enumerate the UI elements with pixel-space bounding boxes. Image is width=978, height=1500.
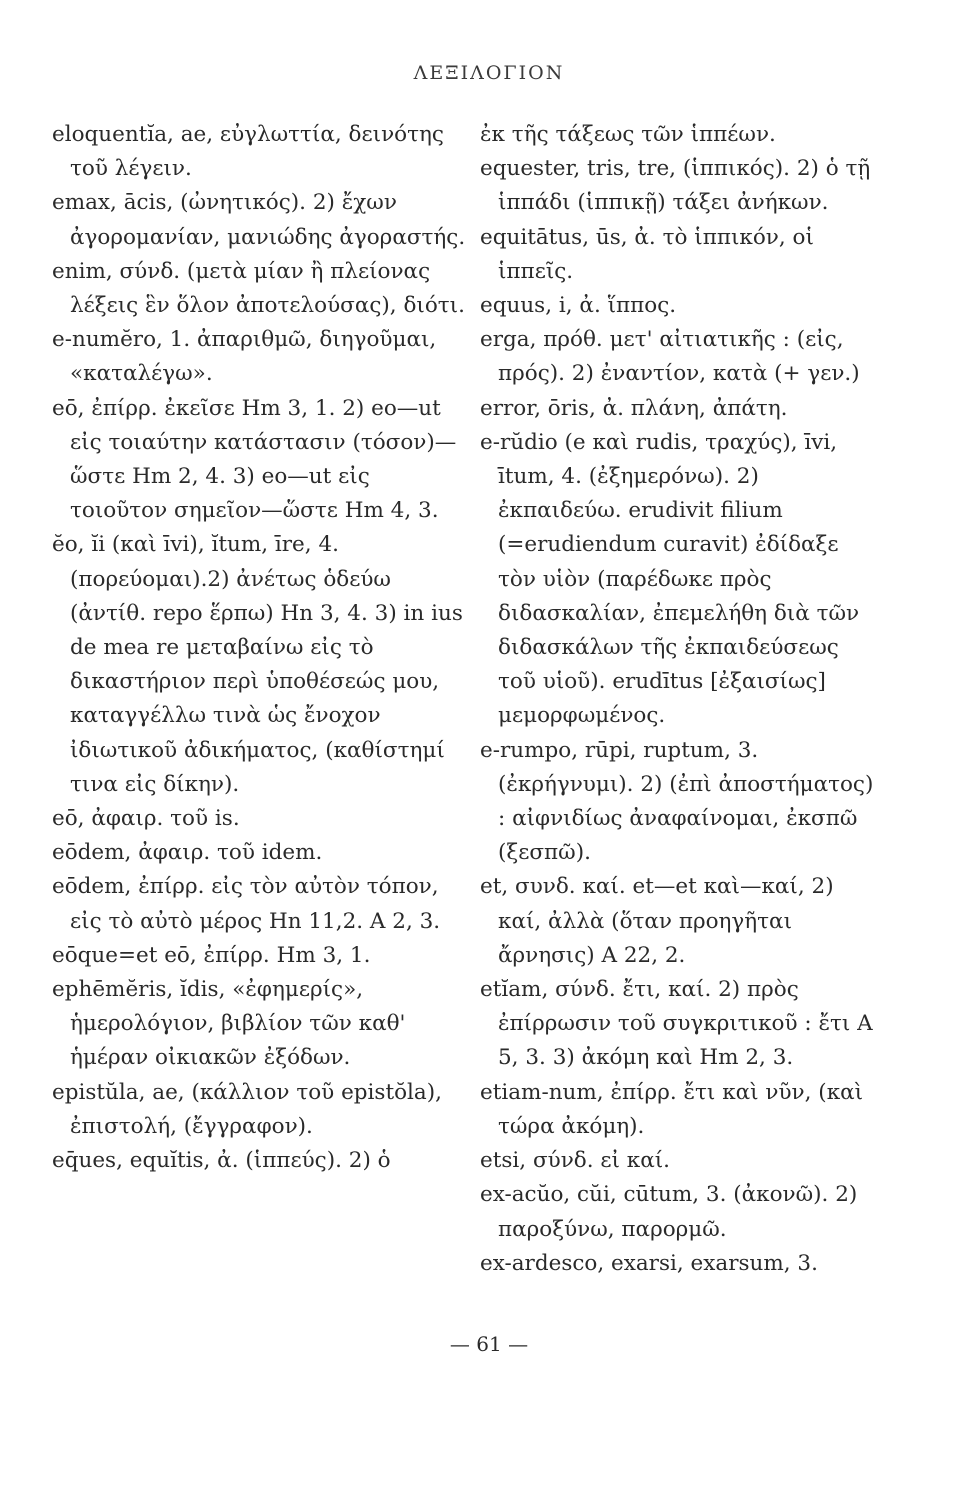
dictionary-entry: eōdem, ἐπίρρ. εἰς τὸν αὐτὸν τόπον, εἰς τὸ αὐτὸ μέρος Hn 11,2. A 2, 3.: [52, 874, 441, 934]
dictionary-entry: etĭam, σύνδ. ἔτι, καί. 2) πρὸς ἐπίρρωσιν τοῦ συγκριτικοῦ : ἔτι A 5, 3. 3) ἀκόμη καὶ Hm 2, 3.: [480, 977, 873, 1071]
dictionary-entry: etsi, σύνδ. εἰ καί.: [480, 1148, 670, 1174]
dictionary-entry: et, συνδ. καί. et—et καὶ—καί, 2) καί, ἀλλὰ (ὅταν προηγῆται ἄρνησις) A 22, 2.: [480, 874, 834, 968]
dictionary-entry: ĕo, ĭi (καὶ īvi), ĭtum, īre, 4. (πορεύομαι).2) ἀνέτως ὁδεύω (ἀντίθ. repo ἕρπω) Hn 3, 4. 3) in ius de mea re μεταβαίνω εἰς τὸ δικαστήριον περὶ ὑποθέσεώς μου, καταγγέλλω τινὰ ὡς ἔνοχον ἰδιωτικοῦ ἀδικήματος, (καθίστημί τινα εἰς δίκην).: [52, 532, 463, 797]
page-number: — 61 —: [449, 1332, 529, 1356]
dictionary-entry: epistŭla, ae, (κάλλιον τοῦ epistŏla), ἐπιστολή, (ἔγγραφον).: [52, 1079, 442, 1139]
right-column: [480, 118, 878, 1281]
dictionary-entry: ephēmĕris, ĭdis, «ἐφημερίς», ἡμερολόγιον, βιβλίον τῶν καθ' ἡμέραν οἰκιακῶν ἐξόδων.: [52, 977, 406, 1071]
left-column: [52, 118, 472, 1178]
dictionary-entry-continued: ἐκ τῆς τάξεως τῶν ἱππέων.: [480, 122, 776, 147]
dictionary-entry: e-rŭdio (e καὶ rudis, τραχύς), īvi, ītum, 4. (ἐξημερόνω). 2) ἐκπαιδεύω. erudivit filium (=erudiendum curavit) ἐδίδαξε τὸν υἱὸν (παρέδωκε πρὸς διδασκαλίαν, ἐπεμελήθη διὰ τῶν διδασκάλων τῆς ἐκπαιδεύσεως τοῦ υἱοῦ). erudītus [ἐξαισίως] μεμορφωμένος.: [480, 429, 860, 729]
dictionary-entry: error, ōris, ἀ. πλάνη, ἀπάτη.: [480, 395, 788, 421]
dictionary-entry: eq̄ues, equĭtis, ἀ. (ἱππεύς). 2) ὁ: [52, 1148, 391, 1174]
dictionary-entry: e-numĕro, 1. ἀπαριθμῶ, διηγοῦμαι, «καταλέγω».: [52, 327, 437, 387]
dictionary-entry: emax, ācis, (ὠνητικός). 2) ἔχων ἀγορομανίαν, μανιώδης ἀγοραστής.: [52, 190, 466, 250]
running-head: ΛΕΞΙΛΟΓΙΟΝ: [413, 62, 565, 84]
dictionary-entry: equitātus, ūs, ἀ. τὸ ἱππικόν, οἱ ἱππεῖς.: [480, 224, 814, 284]
dictionary-entry: enim, σύνδ. (μετὰ μίαν ἢ πλείονας λέξεις ἓν ὅλον ἀποτελούσας), διότι.: [52, 258, 465, 319]
dictionary-entry: equester, tris, tre, (ἱππικός). 2) ὁ τῇ ἱππάδι (ἱππικῇ) τάξει ἀνήκων.: [480, 156, 871, 216]
dictionary-entry: e-rumpo, rūpi, ruptum, 3. (ἐκρήγνυμι). 2) (ἐπὶ ἀποστήματος) : αἰφνιδίως ἀναφαίνομαι, ἐκσπῶ (ξεσπῶ).: [480, 737, 874, 866]
dictionary-entry: ex-ardesco, exarsi, exarsum, 3.: [480, 1250, 818, 1276]
dictionary-entry: erga, πρόθ. μετ' αἰτιατικῆς : (εἰς, πρός). 2) ἐναντίον, κατὰ (+ γεν.): [480, 327, 860, 387]
dictionary-entry: eō, ἐπίρρ. ἐκεῖσε Hm 3, 1. 2) eo—ut εἰς τοιαύτην κατάστασιν (τόσον)—ὥστε Hm 2, 4. 3) eo—ut εἰς τοιοῦτον σημεῖον—ὥστε Hm 4, 3.: [52, 395, 457, 524]
dictionary-entry: eō, ἀφαιρ. τοῦ is.: [52, 806, 240, 832]
dictionary-entry: eōque=et eō, ἐπίρρ. Hm 3, 1.: [52, 942, 371, 968]
dictionary-entry: equus, i, ἀ. ἵππος.: [480, 293, 677, 319]
dictionary-entry: eloquentĭa, ae, εὐγλωττία, δεινότης τοῦ λέγειν.: [52, 122, 444, 182]
dictionary-entry: etiam-num, ἐπίρρ. ἔτι καὶ νῦν, (καὶ τώρα ἀκόμη).: [480, 1079, 864, 1139]
dictionary-entry: ex-acŭo, cŭi, cūtum, 3. (ἀκονῶ). 2) παροξύνω, παρορμῶ.: [480, 1182, 858, 1242]
dictionary-entry: eōdem, ἀφαιρ. τοῦ idem.: [52, 840, 323, 866]
